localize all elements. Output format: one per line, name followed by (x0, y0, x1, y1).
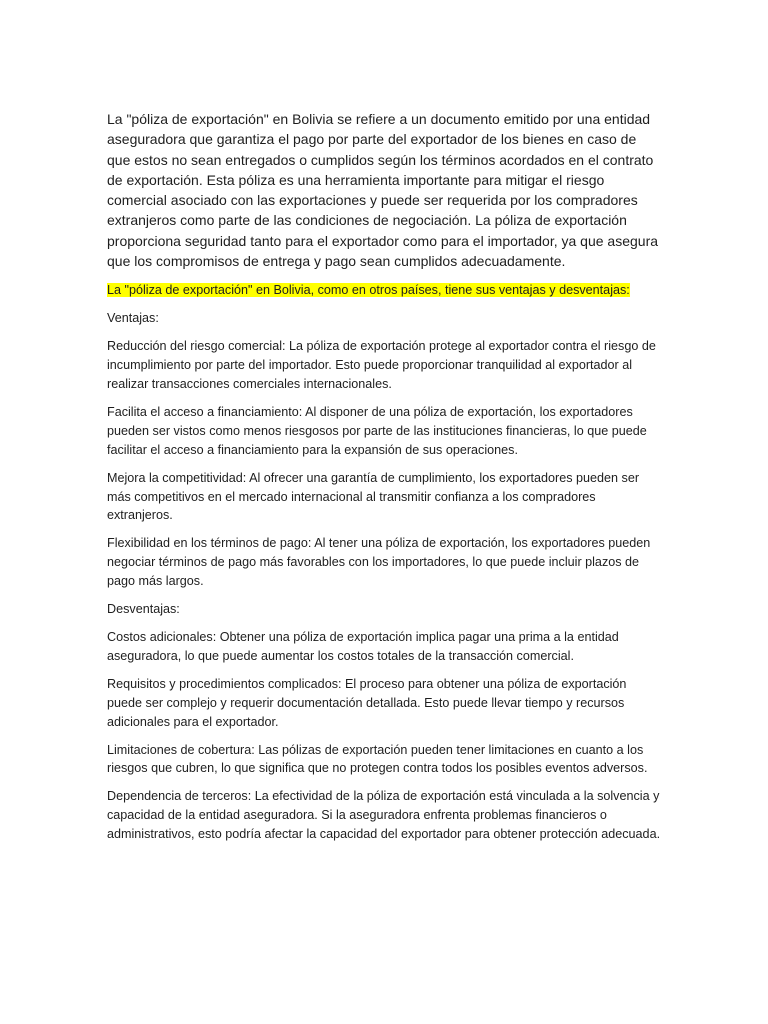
document-page (107, 109, 661, 853)
highlighted-text: La "póliza de exportación" en Bolivia, como en otros países, tiene sus ventajas y desventajas: (107, 283, 630, 298)
ventaja-paragraph: Mejora la competitividad: Al ofrecer una garantía de cumplimiento, los exportadores pueden ser más competitivos en el mercado internacional al transmitir confianza a los compradores extranjeros. (107, 470, 640, 523)
desventaja-paragraph: Dependencia de terceros: La efectividad de la póliza de exportación está vinculada a la solvencia y capacidad de la entidad aseguradora. Si la aseguradora enfrenta problemas financieros o administrativos, esto podría afectar la capacidad del exportador para obtener protección adecuada. (107, 789, 661, 842)
ventajas-heading: Ventajas: (107, 311, 159, 326)
desventaja-paragraph: Requisitos y procedimientos complicados: El proceso para obtener una póliza de exportación puede ser complejo y requerir documentación detallada. Esto puede llevar tiempo y recursos adicionales para el exportador. (107, 676, 627, 729)
highlighted-paragraph (107, 281, 661, 300)
ventaja-paragraph: Reducción del riesgo comercial: La póliza de exportación protege al exportador contra el riesgo de incumplimiento por parte del importador. Esto puede proporcionar tranquilidad al exportador al realizar transacciones comerciales internacionales. (107, 339, 656, 391)
ventaja-paragraph: Flexibilidad en los términos de pago: Al tener una póliza de exportación, los exportadores pueden negociar términos de pago más favorables con los importadores, lo que puede incluir plazos de pago más largos. (107, 536, 651, 589)
desventajas-heading: Desventajas: (107, 602, 180, 617)
desventaja-paragraph: Costos adicionales: Obtener una póliza de exportación implica pagar una prima a la entidad aseguradora, lo que puede aumentar los costos totales de la transacción comercial. (107, 629, 619, 663)
ventaja-paragraph: Facilita el acceso a financiamiento: Al disponer de una póliza de exportación, los exportadores pueden ser vistos como menos riesgosos por parte de las instituciones financieras, lo que puede facilitar el acceso a financiamiento para la expansión de sus operaciones. (107, 404, 647, 457)
desventaja-paragraph: Limitaciones de cobertura: Las pólizas de exportación pueden tener limitaciones en cuanto a los riesgos que cubren, lo que significa que no protegen contra todos los posibles eventos adversos. (107, 742, 648, 776)
intro-paragraph: La "póliza de exportación" en Bolivia se refiere a un documento emitido por una entidad aseguradora que garantiza el pago por parte del exportador de los bienes en caso de que estos no sean entregados o cumplidos según los términos acordados en el contrato de exportación. Esta póliza es una herramienta importante para mitigar el riesgo comercial asociado con las exportaciones y puede ser requerida por los compradores extranjeros como parte de las condiciones de negociación. La póliza de exportación proporciona seguridad tanto para el exportador como para el importador, ya que asegura que los compromisos de entrega y pago sean cumplidos adecuadamente. (107, 111, 659, 270)
